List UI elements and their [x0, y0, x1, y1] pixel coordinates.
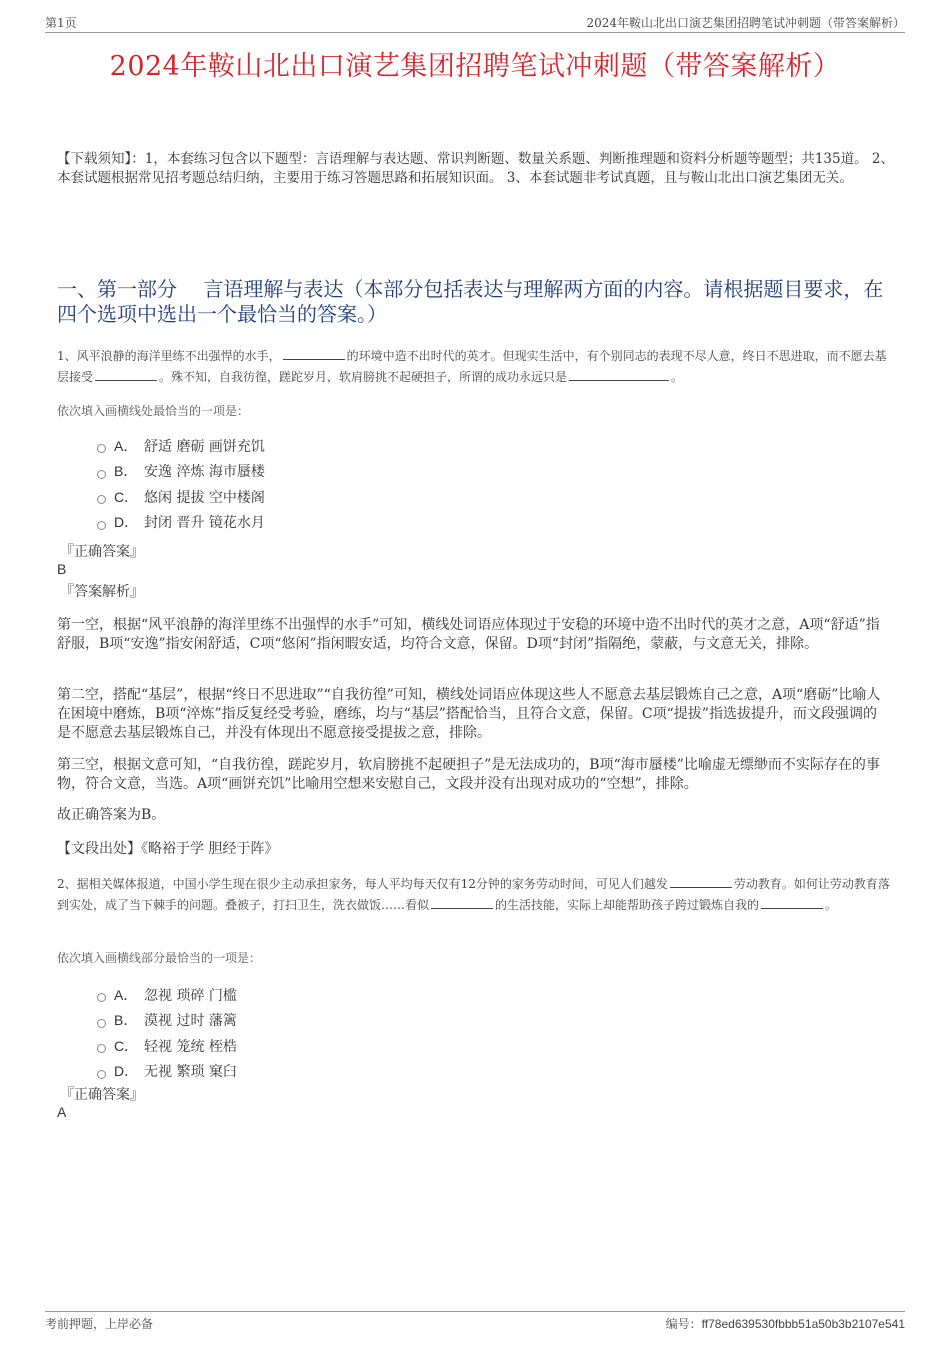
section-heading: 一、第一部分 言语理解与表达（本部分包括表达与理解两方面的内容。请根据题目要求，在四个选项中选出一个最恰当的答案。） — [57, 277, 884, 326]
option-c[interactable]: C． 轻视 笼统 桎梏 — [97, 1033, 237, 1059]
question-2-stem: 2、据相关媒体报道，中国小学生现在很少主动承担家务，每人平均每天仅有12分钟的家务劳动时间，可见人们越发 劳动教育。如何让劳动教育落到实处，成了当下棘手的问题。叠被子，打扫卫生，洗衣做饭……看似 的生活技能，实际上却能帮助孩子跨过锻炼自我的 。 — [57, 874, 897, 916]
analysis-paragraph-2: 第二空，搭配“基层”，根据“终日不思进取”“自我彷徨”可知，横线处词语应体现这些人不愿意去基层锻炼自己之意，A项“磨砺”比喻人在困境中磨炼，B项“淬炼”指反复经受考验，磨练，均与“基层”搭配恰当，且符合文意，保留。C项“提拔”指选拔提升，而文段强调的是不愿意去基层锻炼自己，并没有体现出不愿意接受提拔之意，排除。 — [57, 687, 881, 741]
answer-value: B — [57, 561, 67, 577]
analysis-paragraph-1: 第一空，根据“风平浪静的海洋里练不出强悍的水手”可知，横线处词语应体现过于安稳的环境中造不出时代的英才之意，A项“舒适”指舒服，B项“安逸”指安闲舒适，C项“悠闲”指闲暇安适，均符合文意，保留。D项“封闭”指隔绝，蒙蔽，与文意无关，排除。 — [57, 617, 880, 652]
page-title: 2024年鞍山北出口演艺集团招聘笔试冲刺题（带答案解析） — [109, 51, 841, 82]
radio-icon[interactable] — [97, 444, 106, 453]
analysis-conclusion: 故正确答案为B。 — [57, 807, 166, 823]
fill-blank — [670, 874, 732, 888]
answer-label: 『正确答案』 — [60, 544, 144, 560]
question-2-options — [97, 982, 237, 1084]
option-d[interactable]: D． 封闭 晋升 镜花水月 — [97, 510, 265, 536]
radio-icon[interactable] — [97, 1070, 106, 1079]
radio-icon[interactable] — [97, 1044, 106, 1053]
option-b[interactable]: B． 安逸 淬炼 海市蜃楼 — [97, 459, 265, 485]
radio-icon[interactable] — [97, 521, 106, 530]
header-page-label: 第1页 — [45, 16, 77, 30]
footer-divider — [45, 1311, 905, 1312]
fill-blank — [569, 367, 669, 381]
analysis-label: 『答案解析』 — [60, 584, 144, 600]
question-1-options — [97, 433, 265, 535]
option-b[interactable]: B． 漠视 过时 藩篱 — [97, 1008, 237, 1034]
fill-blank — [761, 895, 823, 909]
header-divider — [45, 32, 905, 33]
download-notice: 【下载须知】：1，本套练习包含以下题型：言语理解与表达题、常识判断题、数量关系题、判断推理题和资料分析题等题型；共135道。 2、本套试题根据常见招考题总结归纳，主要用于练习答题思路和拓展知识面。 3、本套试题非考试真题，且与鞍山北出口演艺集团无关。 — [57, 151, 894, 186]
radio-icon[interactable] — [97, 470, 106, 479]
footer-code: 编号：ff78ed639530fbbb51a50b3b2107e541 — [665, 1317, 905, 1331]
source-citation: 【文段出处】《略裕于学 胆经于阵》 — [57, 841, 279, 857]
question-2-prompt: 依次填入画横线部分最恰当的一项是： — [57, 951, 262, 965]
radio-icon[interactable] — [97, 993, 106, 1002]
radio-icon[interactable] — [97, 495, 106, 504]
header-doc-title: 2024年鞍山北出口演艺集团招聘笔试冲刺题（带答案解析） — [586, 16, 905, 30]
option-d[interactable]: D． 无视 繁琐 窠臼 — [97, 1059, 237, 1085]
option-a[interactable]: A． 舒适 磨砺 画饼充饥 — [97, 433, 265, 459]
fill-blank — [283, 346, 345, 360]
question-1-stem: 1、风平浪静的海洋里练不出强悍的水手， 的环境中造不出时代的英才。但现实生活中，有个别同志的表现不尽人意，终日不思进取，而不愿去基层接受 。殊不知，自我彷徨，蹉跎岁月，软肩膀挑不起硬担子，所谓的成功永远只是 。 — [57, 346, 897, 388]
option-a[interactable]: A． 忽视 琐碎 门槛 — [97, 982, 237, 1008]
fill-blank — [431, 895, 493, 909]
option-c[interactable]: C． 悠闲 提拔 空中楼阁 — [97, 484, 265, 510]
answer-label: 『正确答案』 — [60, 1087, 144, 1103]
radio-icon[interactable] — [97, 1019, 106, 1028]
question-1-prompt: 依次填入画横线处最恰当的一项是： — [57, 404, 250, 418]
answer-value: A — [57, 1104, 67, 1120]
footer-slogan: 考前押题，上岸必备 — [45, 1317, 154, 1331]
fill-blank — [95, 367, 157, 381]
analysis-paragraph-3: 第三空，根据文意可知，“自我彷徨，蹉跎岁月，软肩膀挑不起硬担子”是无法成功的，B项“海市蜃楼”比喻虚无缥缈而不实际存在的事物，符合文意，当选。A项“画饼充饥”比喻用空想来安慰自己，文段并没有出现对成功的“空想”，排除。 — [57, 757, 880, 792]
